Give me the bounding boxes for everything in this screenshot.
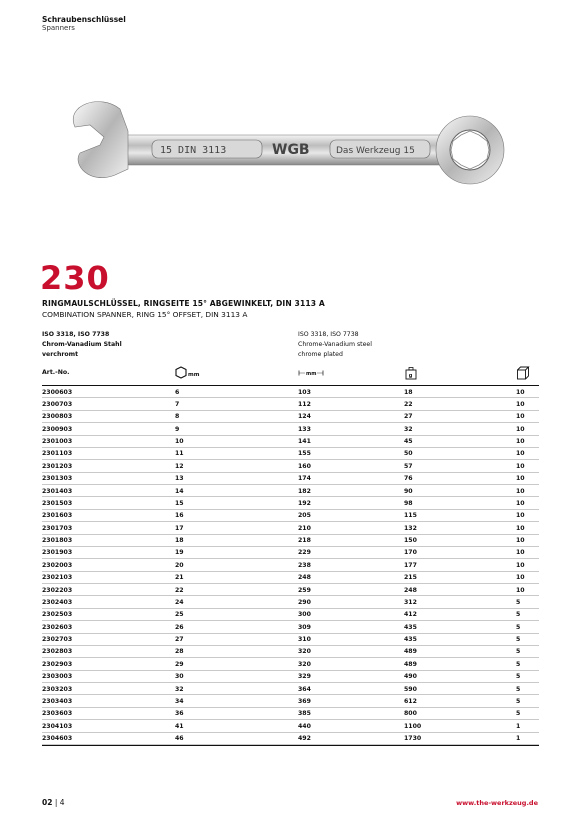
weight-icon <box>404 365 418 384</box>
cell-artno: 2300903 <box>42 425 73 433</box>
cell-weight: 612 <box>404 697 417 705</box>
cell-size: 29 <box>175 660 184 668</box>
cell-length: 369 <box>298 697 311 705</box>
cell-pack: 10 <box>516 499 525 507</box>
cell-size: 36 <box>175 710 184 718</box>
cell-length: 218 <box>298 537 311 544</box>
table-row <box>42 584 539 596</box>
table-row <box>42 497 539 509</box>
cell-length: 133 <box>298 425 311 433</box>
cell-artno: 2300603 <box>42 388 73 396</box>
cell-pack: 10 <box>516 487 525 495</box>
cell-pack: 5 <box>516 623 521 631</box>
table-row <box>42 658 539 670</box>
cell-weight: 132 <box>404 524 417 532</box>
length-icon <box>298 365 324 384</box>
cell-artno: 2301103 <box>42 450 73 458</box>
cell-weight: 312 <box>404 598 417 606</box>
cell-artno: 2302703 <box>42 636 73 643</box>
cell-size: 6 <box>175 388 180 396</box>
stamp-text-left: 15 DIN 3113 <box>160 145 227 156</box>
cell-artno: 2301903 <box>42 549 73 557</box>
cell-pack: 1 <box>516 722 521 730</box>
cell-artno: 2303603 <box>42 710 73 718</box>
hex-nut-icon <box>175 365 205 384</box>
cell-weight: 489 <box>404 660 417 668</box>
cell-artno: 2303003 <box>42 673 73 681</box>
cell-artno: 2300803 <box>42 413 73 421</box>
cell-weight: 177 <box>404 561 417 569</box>
cell-size: 34 <box>175 697 184 705</box>
page-number <box>42 798 65 807</box>
cell-weight: 18 <box>404 388 413 396</box>
table-body <box>42 386 539 746</box>
cell-weight: 32 <box>404 425 413 433</box>
cell-pack: 10 <box>516 561 525 569</box>
table-row <box>42 522 539 534</box>
table-row <box>42 572 539 584</box>
cell-weight: 1730 <box>404 735 422 742</box>
wrench-image <box>60 95 530 215</box>
cell-length: 320 <box>298 660 311 668</box>
cell-length: 320 <box>298 648 311 656</box>
cell-pack: 10 <box>516 400 525 408</box>
table-row <box>42 547 539 559</box>
cell-size: 20 <box>175 561 184 569</box>
spec-line: verchromt <box>42 351 79 358</box>
cell-length: 192 <box>298 499 311 507</box>
table-row <box>42 436 539 448</box>
cell-size: 46 <box>175 735 184 742</box>
cell-weight: 27 <box>404 413 413 421</box>
cell-length: 300 <box>298 611 311 619</box>
cell-length: 259 <box>298 586 311 594</box>
cell-weight: 590 <box>404 685 417 693</box>
cell-weight: 22 <box>404 400 413 408</box>
cell-pack: 10 <box>516 586 525 594</box>
cell-pack: 5 <box>516 648 521 656</box>
cell-size: 22 <box>175 586 184 594</box>
cell-length: 210 <box>298 524 311 532</box>
cell-weight: 98 <box>404 499 413 507</box>
cell-weight: 90 <box>404 487 413 495</box>
cell-size: 17 <box>175 524 184 532</box>
cell-size: 10 <box>175 438 184 445</box>
cell-size: 26 <box>175 623 184 631</box>
cell-length: 182 <box>298 487 311 495</box>
product-title-de: RINGMAULSCHLÜSSEL, RINGSEITE 15° ABGEWINKELT, DIN 3113 A <box>42 299 325 308</box>
category-title: Schraubenschlüssel <box>42 15 126 24</box>
cell-artno: 2302103 <box>42 574 73 582</box>
cell-weight: 115 <box>404 512 417 520</box>
cell-size: 27 <box>175 636 184 643</box>
cell-weight: 57 <box>404 462 413 470</box>
cell-size: 32 <box>175 685 184 693</box>
category-subtitle: Spanners <box>42 24 75 32</box>
cell-pack: 10 <box>516 537 525 544</box>
cell-pack: 10 <box>516 475 525 483</box>
cell-size: 18 <box>175 537 184 544</box>
cell-length: 229 <box>298 549 311 557</box>
specs-english <box>298 330 372 360</box>
cell-artno: 2301603 <box>42 512 73 520</box>
length-unit-label: mm <box>306 371 317 377</box>
cell-size: 14 <box>175 487 184 495</box>
cell-weight: 1100 <box>404 722 422 730</box>
table-row <box>42 671 539 683</box>
cell-pack: 5 <box>516 636 521 643</box>
cell-size: 11 <box>175 450 184 458</box>
cell-length: 310 <box>298 636 311 643</box>
cell-weight: 150 <box>404 537 417 544</box>
cell-artno: 2302203 <box>42 586 73 594</box>
table-row <box>42 411 539 423</box>
table-row <box>42 535 539 547</box>
cell-weight: 248 <box>404 586 417 594</box>
cell-length: 492 <box>298 735 311 742</box>
page-number-separator: | 4 <box>52 798 65 807</box>
table-row <box>42 720 539 732</box>
cell-pack: 10 <box>516 462 525 470</box>
table-row <box>42 559 539 571</box>
size-unit-label: mm <box>188 372 200 378</box>
spec-line: ISO 3318, ISO 7738 <box>42 331 110 338</box>
cell-length: 248 <box>298 574 311 582</box>
cell-artno: 2302903 <box>42 660 73 668</box>
cell-size: 12 <box>175 462 184 470</box>
cell-artno: 2304603 <box>42 735 73 742</box>
cell-length: 290 <box>298 598 311 606</box>
cell-length: 155 <box>298 450 311 458</box>
cell-weight: 800 <box>404 710 417 718</box>
cell-length: 238 <box>298 561 311 569</box>
spec-line: chrome plated <box>298 351 343 358</box>
table-row <box>42 596 539 608</box>
cell-weight: 435 <box>404 636 417 643</box>
cell-pack: 5 <box>516 685 521 693</box>
cell-length: 385 <box>298 710 311 718</box>
cell-artno: 2301803 <box>42 537 73 544</box>
table-row <box>42 695 539 707</box>
cell-length: 124 <box>298 413 311 421</box>
cell-artno: 2302803 <box>42 648 73 656</box>
cell-size: 19 <box>175 549 184 557</box>
cell-artno: 2301203 <box>42 462 73 470</box>
cell-size: 13 <box>175 475 184 483</box>
cell-weight: 76 <box>404 475 413 483</box>
table-row <box>42 733 539 745</box>
cell-size: 30 <box>175 673 184 681</box>
article-table <box>42 360 539 746</box>
cell-weight: 50 <box>404 450 413 458</box>
cell-length: 309 <box>298 623 311 631</box>
specs-german <box>42 330 122 360</box>
cell-size: 16 <box>175 512 184 520</box>
cell-weight: 489 <box>404 648 417 656</box>
cell-pack: 10 <box>516 549 525 557</box>
website-link[interactable]: www.the-werkzeug.de <box>456 799 538 807</box>
cell-weight: 412 <box>404 611 417 619</box>
stamp-logo: WGB <box>272 142 310 158</box>
cell-weight: 490 <box>404 673 417 681</box>
cell-length: 329 <box>298 673 311 681</box>
cell-pack: 5 <box>516 611 521 619</box>
cell-artno: 2302003 <box>42 561 73 569</box>
table-row <box>42 423 539 435</box>
cell-pack: 10 <box>516 450 525 458</box>
cell-size: 41 <box>175 722 184 730</box>
cell-length: 364 <box>298 685 311 693</box>
cell-artno: 2300703 <box>42 400 73 408</box>
cell-length: 440 <box>298 722 311 730</box>
cell-size: 8 <box>175 413 180 421</box>
table-row <box>42 448 539 460</box>
table-row <box>42 510 539 522</box>
cell-pack: 10 <box>516 388 525 396</box>
cell-pack: 5 <box>516 660 521 668</box>
table-row <box>42 646 539 658</box>
cell-weight: 45 <box>404 438 413 445</box>
table-row <box>42 621 539 633</box>
cell-pack: 10 <box>516 438 525 445</box>
cell-length: 205 <box>298 512 311 520</box>
product-title-en: COMBINATION SPANNER, RING 15° OFFSET, DIN 3113 A <box>42 310 248 319</box>
cell-size: 9 <box>175 425 180 433</box>
cell-pack: 5 <box>516 710 521 718</box>
column-header-artno: Art.-No. <box>42 369 70 376</box>
cell-pack: 5 <box>516 598 521 606</box>
cell-weight: 215 <box>404 574 417 582</box>
cell-artno: 2303403 <box>42 697 73 705</box>
spec-line: Chrome-Vanadium steel <box>298 341 372 348</box>
cell-size: 24 <box>175 598 184 606</box>
cell-pack: 1 <box>516 735 521 742</box>
page-number-current: 02 <box>42 798 53 807</box>
cell-artno: 2303203 <box>42 685 73 693</box>
cell-size: 25 <box>175 611 184 619</box>
cell-artno: 2301403 <box>42 487 73 495</box>
cell-size: 21 <box>175 574 184 582</box>
table-row <box>42 485 539 497</box>
table-row <box>42 398 539 410</box>
cell-length: 103 <box>298 388 311 396</box>
cell-pack: 10 <box>516 524 525 532</box>
cell-artno: 2302403 <box>42 598 73 606</box>
cell-pack: 10 <box>516 413 525 421</box>
cell-size: 15 <box>175 499 184 507</box>
cell-artno: 2301503 <box>42 499 73 507</box>
cell-length: 141 <box>298 438 311 445</box>
cell-artno: 2304103 <box>42 722 73 730</box>
cell-length: 112 <box>298 400 311 408</box>
product-number: 230 <box>40 259 110 297</box>
cell-pack: 10 <box>516 512 525 520</box>
table-row <box>42 708 539 720</box>
cell-artno: 2301703 <box>42 524 73 532</box>
spec-line: ISO 3318, ISO 7738 <box>298 331 359 338</box>
cell-pack: 5 <box>516 673 521 681</box>
weight-unit-label: g <box>408 373 413 379</box>
table-row <box>42 609 539 621</box>
cell-pack: 10 <box>516 574 525 582</box>
cell-pack: 5 <box>516 697 521 705</box>
cell-weight: 170 <box>404 549 417 557</box>
cell-size: 7 <box>175 400 180 408</box>
cell-artno: 2302503 <box>42 611 73 619</box>
table-row <box>42 634 539 646</box>
table-row <box>42 386 539 398</box>
cell-weight: 435 <box>404 623 417 631</box>
cell-length: 174 <box>298 475 311 483</box>
table-row <box>42 473 539 485</box>
stamp-text-right: Das Werkzeug 15 <box>336 146 415 156</box>
table-row <box>42 683 539 695</box>
spec-line: Chrom-Vanadium Stahl <box>42 341 122 348</box>
cell-size: 28 <box>175 648 184 656</box>
cell-pack: 10 <box>516 425 525 433</box>
cell-artno: 2301003 <box>42 438 73 445</box>
package-icon <box>516 365 530 384</box>
table-header <box>42 360 539 386</box>
table-row <box>42 460 539 472</box>
cell-length: 160 <box>298 462 311 470</box>
cell-artno: 2301303 <box>42 475 73 483</box>
cell-artno: 2302603 <box>42 623 73 631</box>
